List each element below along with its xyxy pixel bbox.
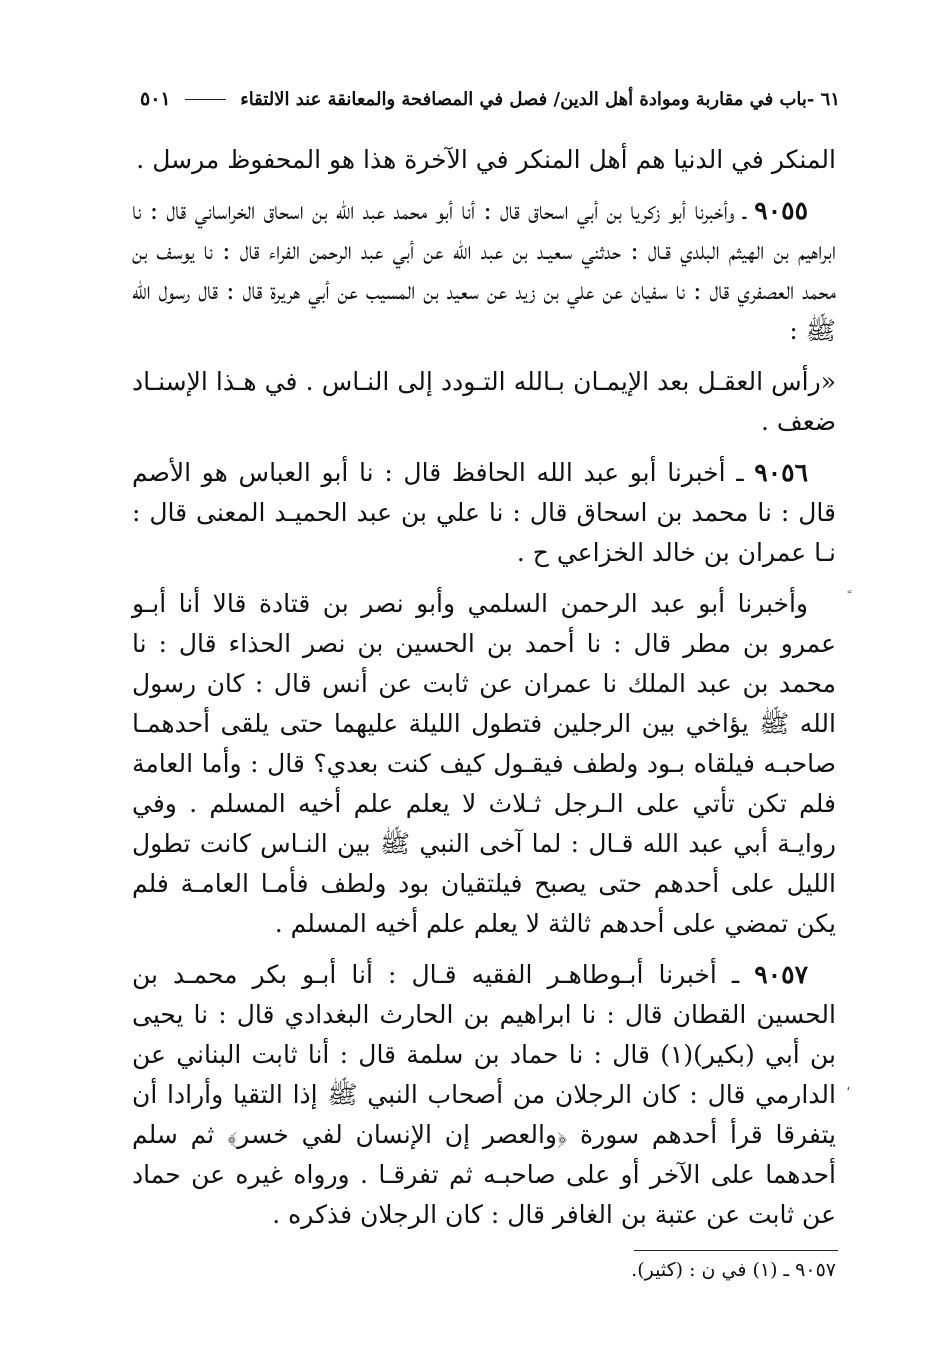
main-text — [132, 140, 836, 1246]
page-number: ٥٠١ — [140, 88, 171, 110]
hadith-number: ٩٠٥٥ — [754, 196, 808, 225]
hadith-9055 — [132, 191, 836, 351]
hadith-9057 — [132, 955, 836, 1235]
paragraph-continuation — [132, 140, 836, 180]
paragraph-text: «رأس العقـل بعد الإيمـان بـالله التـودد إلى النـاس . في هـذا الإسنـاد ضعف . — [132, 367, 836, 436]
hadith-number: ٩٠٥٧ — [754, 960, 808, 989]
paragraph-text: ـ أخبرنا أبـوطاهـر الفقيه قـال : أنا أبـو بكر محمـد بن الحسين القطان قال : نا ابراهيم بن الحارث البغدادي قال : نا يحيى بن أبي (بكير)(١) قال : نا حماد بن سلمة قال : أنا ثابت البناني عن الدارمي قال : كان الرجلان من أصحاب النبي ﷺ إذا التقيا وأرادا أن يتفرقا قرأ أحدهم سورة ﴿والعصر إن الإنسان لفي خسر﴾ ثم سلم أحدهما على الآخر أو على صاحبـه ثم تفرقـا . ورواه غيره عن حماد عن ثابت عن عتبة بن الغافر قال : كان الرجلان فذكره . — [132, 960, 836, 1229]
footnote-rule — [634, 1250, 838, 1251]
header-rule — [185, 99, 227, 100]
running-header — [140, 84, 840, 114]
footnote: ٩٠٥٧ ـ (١) في ن : (كثير). — [631, 1259, 836, 1281]
hadith-9056-chain — [132, 584, 836, 944]
margin-mark: ، — [846, 1078, 851, 1094]
hadith-number: ٩٠٥٦ — [754, 458, 808, 487]
hadith-9056 — [132, 453, 836, 573]
paragraph-text: وأخبرنا أبو عبد الرحمن السلمي وأبو نصر بن قتادة قالا أنا أبـو عمرو بن مطر قال : نا أحمد بن الحسين بن نصر الحذاء قال : نا محمد بن عبد الملك نا عمران عن ثابت عن أنس قال : كان رسول الله ﷺ يؤاخي بين الرجلين فتطول الليلة عليهما حتى يلقى أحدهمـا صاحبـه فيلقاه بـود ولطف فيقـول كيف كنت بعدي؟ قال : وأما العامة فلم تكن تأتي على الـرجل ثـلاث لا يعلم علم أخيه المسلم . وفي روايـة أبي عبد الله قـال : لما آخى النبي ﷺ بين النـاس كانت تطول الليل على أحدهم حتى يصبح فيلتقيان بود ولطف فأمـا العامـة فلم يكن تمضي على أحدهم ثالثة لا يعلم علم أخيه المسلم . — [132, 589, 836, 938]
paragraph-text: المنكر في الدنيا هم أهل المنكر في الآخرة هذا هو المحفوظ مرسل . — [136, 145, 836, 174]
hadith-quote — [132, 362, 836, 442]
chapter-title: ٦١ -باب في مقاربة وموادة أهل الدين/ فصل في المصافحة والمعانقة عند الالتقاء — [240, 88, 840, 110]
paragraph-text: ـ وأخبرنا أبو زكريا بن أبي اسحاق قال : أنا أبو محمد عبد الله بن اسحاق الخراساني قال : نا ابراهيم بن الهيثم البلدي قـال : حدثني سعيـد بن عبد الله عن أبي عبد الرحمن الفراء قال : نا يوسف بن محمد العصفري قال : نا سفيان عن علي بن زيد عن سعيد بن المسيب عن أبي هريرة قال : قال رسول الله ﷺ : — [132, 196, 836, 345]
paragraph-text: ـ أخبرنا أبو عبد الله الحافظ قال : نا أبو العباس هو الأصم قال : نا محمد بن اسحاق قال : نا علي بن عبد الحميـد المعنى قال : نـا عمران بن خالد الخزاعي ح . — [132, 458, 836, 567]
